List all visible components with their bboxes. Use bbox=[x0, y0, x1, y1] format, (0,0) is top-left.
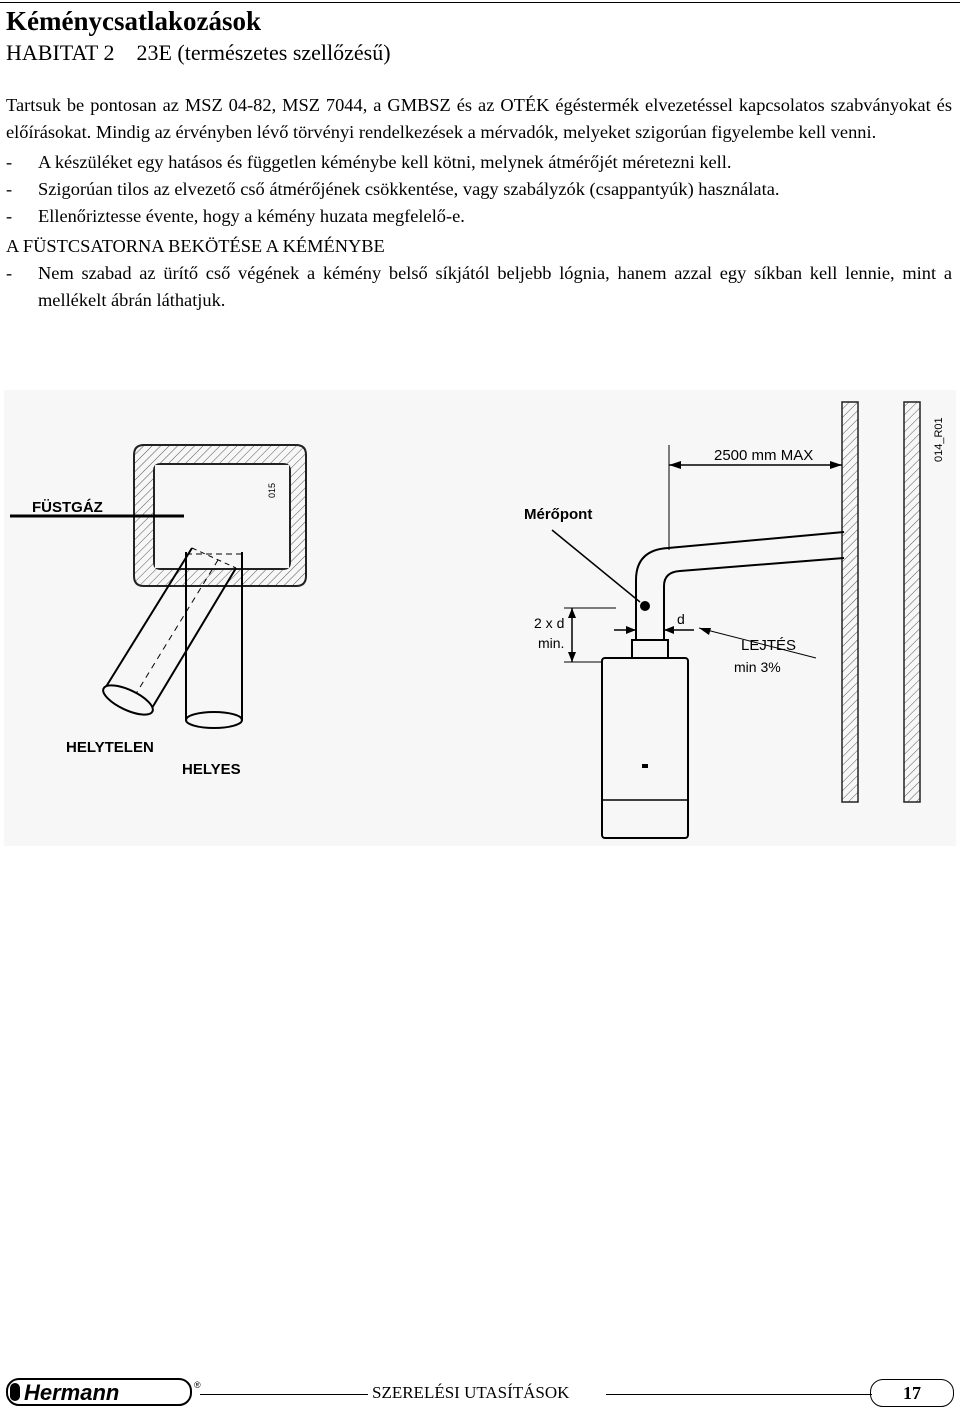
label-2xd: 2 x d bbox=[534, 615, 565, 631]
label-d: d bbox=[677, 611, 685, 627]
bullet-dash: - bbox=[6, 206, 13, 226]
top-rule bbox=[0, 2, 960, 3]
boiler-indicator bbox=[642, 764, 648, 768]
label-helyes: HELYES bbox=[182, 761, 241, 778]
body-text bbox=[6, 92, 952, 314]
label-helytelen: HELYTELEN bbox=[66, 739, 154, 756]
chimney-opening bbox=[860, 528, 900, 566]
section-bullet-1 bbox=[6, 260, 952, 314]
intro-paragraph: Tartsuk be pontosan az MSZ 04-82, MSZ 7044, a GMBSZ és az OTÉK égéstermék elvezetéssel kapcsolatos szabványokat és előírásokat. Mindig az érvényben lévő törvényi rendelkezések a mérvadók, melyeket szigorúan figyelembe kell venni. bbox=[6, 95, 952, 142]
meropont-dot bbox=[640, 601, 650, 611]
figure-svg bbox=[4, 390, 956, 846]
logo-registered: ® bbox=[194, 1380, 201, 1390]
logo-brand: Hermann bbox=[24, 1380, 120, 1405]
bullet-dash: - bbox=[6, 179, 13, 199]
section-heading: A FÜSTCSATORNA BEKÖTÉSE A KÉMÉNYBE bbox=[6, 236, 385, 256]
chimney-connection-figure bbox=[4, 390, 956, 846]
label-lejtes: LEJTÉS bbox=[741, 637, 797, 654]
page-number: 17 bbox=[870, 1379, 954, 1407]
intro-bullet-2 bbox=[6, 176, 952, 203]
page-title: Kéménycsatlakozások bbox=[6, 6, 261, 36]
bullet-text: Nem szabad az ürítő cső végének a kémény belső síkjától beljebb lógnia, hanem azzal egy síkban kell lennie, mint a mellékelt ábrán láthatjuk. bbox=[38, 263, 952, 310]
intro-bullet-1 bbox=[6, 149, 952, 176]
footer-rule-left bbox=[200, 1394, 368, 1395]
footer-rule-right bbox=[606, 1394, 872, 1395]
bullet-text: A készüléket egy hatásos és független kéménybe kell kötni, melynek átmérőjét méretezni kell. bbox=[38, 152, 732, 172]
bullet-dash: - bbox=[6, 152, 13, 172]
label-min: min. bbox=[538, 635, 565, 651]
label-fustgaz: FÜSTGÁZ bbox=[32, 499, 103, 516]
label-meropont: Mérőpont bbox=[524, 506, 593, 523]
label-min3: min 3% bbox=[734, 659, 781, 675]
chimney-wall-left bbox=[842, 402, 858, 802]
chimney-wall-right bbox=[904, 402, 920, 802]
bullet-dash: - bbox=[6, 263, 13, 283]
bullet-text: Ellenőriztesse évente, hogy a kémény huzata megfelelő-e. bbox=[38, 206, 465, 226]
intro-bullet-3 bbox=[6, 203, 952, 230]
footer-title: SZERELÉSI UTASÍTÁSOK bbox=[372, 1383, 570, 1402]
label-code-right: 014_R01 bbox=[933, 417, 945, 462]
page-subtitle: HABITAT 2 23E (természetes szellőzésű) bbox=[6, 40, 391, 65]
label-max: 2500 mm MAX bbox=[714, 447, 814, 464]
label-code-left: 015 bbox=[267, 482, 277, 498]
bullet-text: Szigorúan tilos az elvezető cső átmérőjének csökkentése, vagy szabályzók (csappantyúk) használata. bbox=[38, 179, 780, 199]
hermann-logo bbox=[6, 1378, 206, 1406]
boiler-body bbox=[602, 658, 688, 838]
page-footer bbox=[0, 1370, 960, 1410]
